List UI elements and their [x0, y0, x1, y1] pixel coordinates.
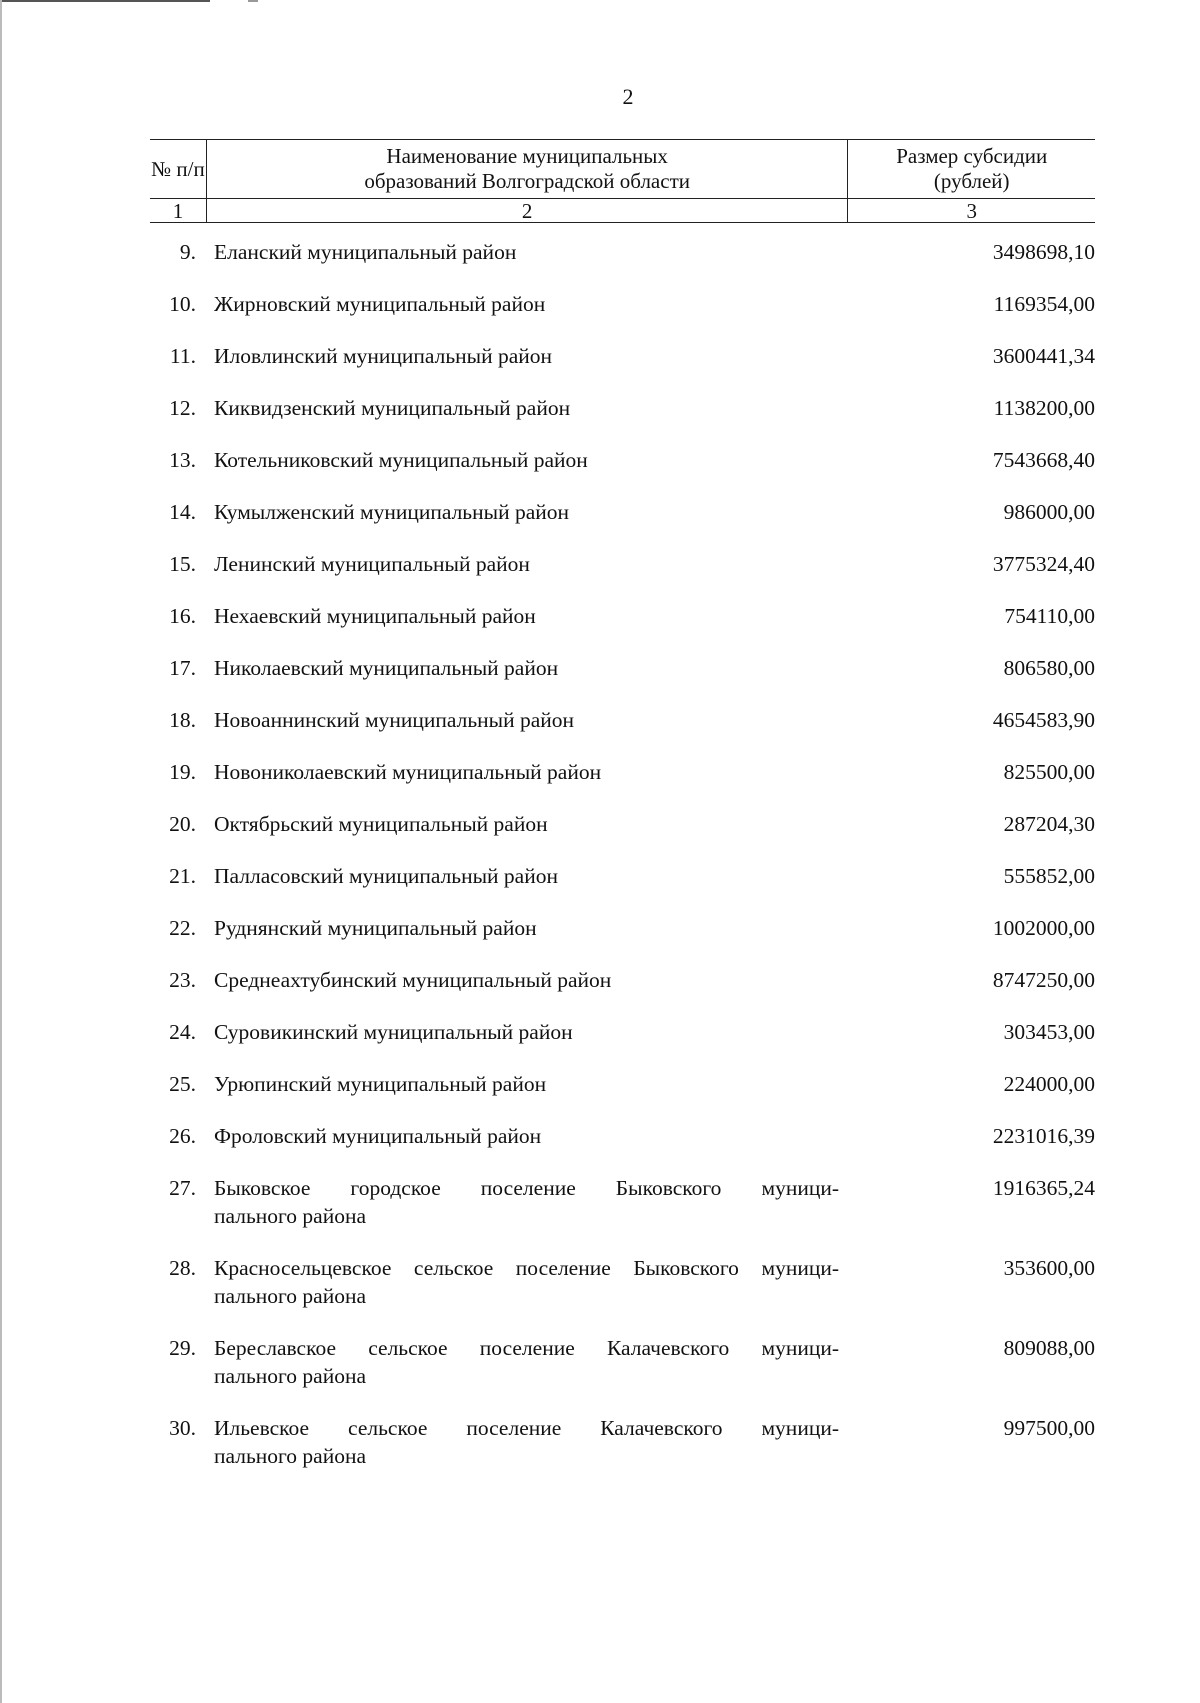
row-name: Среднеахтубинский муниципальный район	[214, 968, 612, 992]
table-row	[150, 290, 1095, 342]
row-name	[214, 1174, 839, 1230]
header-number-3: 3	[848, 199, 1095, 223]
row-name	[214, 1334, 839, 1390]
row-number: 14.	[169, 500, 196, 524]
row-number: 18.	[169, 708, 196, 732]
table-row	[150, 706, 1095, 758]
table-row	[150, 342, 1095, 394]
table-body	[150, 238, 1095, 1494]
row-amount: 3775324,40	[992, 552, 1095, 576]
table-row	[150, 758, 1095, 810]
row-name-line1: Быковское городское поселение Быковского муници-	[214, 1176, 839, 1200]
table-row	[150, 446, 1095, 498]
header-col-name	[206, 140, 848, 199]
row-name: Котельниковский муниципальный район	[214, 448, 588, 472]
row-name: Новоаннинский муниципальный район	[214, 708, 575, 732]
row-name	[214, 1254, 839, 1310]
table-header	[150, 139, 1095, 223]
row-number: 24.	[169, 1020, 196, 1044]
row-name: Нехаевский муниципальный район	[214, 604, 536, 628]
row-name-line1: Береславское сельское поселение Калачевского муници-	[214, 1336, 839, 1360]
row-number: 30.	[169, 1416, 196, 1440]
row-amount: 1138200,00	[993, 396, 1095, 420]
header-col-amount	[848, 140, 1095, 199]
row-name: Новониколаевский муниципальный район	[214, 760, 602, 784]
row-name-line2: пального района	[214, 1444, 367, 1468]
row-name: Еланский муниципальный район	[214, 240, 517, 264]
row-number: 23.	[169, 968, 196, 992]
row-amount: 809088,00	[1003, 1336, 1095, 1360]
row-number: 20.	[169, 812, 196, 836]
scan-edge	[0, 0, 210, 2]
row-number: 28.	[169, 1256, 196, 1280]
row-amount: 4654583,90	[992, 708, 1095, 732]
row-amount: 2231016,39	[992, 1124, 1095, 1148]
row-amount: 986000,00	[1003, 500, 1095, 524]
row-amount: 3498698,10	[992, 240, 1095, 264]
table-row	[150, 550, 1095, 602]
table-row	[150, 1174, 1095, 1254]
table-row	[150, 394, 1095, 446]
row-number: 21.	[169, 864, 196, 888]
table-row	[150, 1122, 1095, 1174]
row-number: 13.	[169, 448, 196, 472]
row-amount: 3600441,34	[992, 344, 1095, 368]
row-number: 19.	[169, 760, 196, 784]
row-amount: 8747250,00	[992, 968, 1095, 992]
row-amount: 224000,00	[1003, 1072, 1095, 1096]
row-amount: 303453,00	[1003, 1020, 1095, 1044]
row-number: 12.	[169, 396, 196, 420]
table-row	[150, 1334, 1095, 1414]
row-amount: 287204,30	[1003, 812, 1095, 836]
row-number: 11.	[169, 344, 196, 368]
header-number-1: 1	[150, 199, 206, 223]
table-row	[150, 654, 1095, 706]
table-row	[150, 1070, 1095, 1122]
row-name-line2: пального района	[214, 1364, 367, 1388]
row-amount: 353600,00	[1003, 1256, 1095, 1280]
table-row	[150, 602, 1095, 654]
row-name: Николаевский муниципальный район	[214, 656, 559, 680]
row-amount: 555852,00	[1003, 864, 1095, 888]
scan-edge	[0, 0, 2, 1703]
row-amount: 997500,00	[1003, 1416, 1095, 1440]
row-name: Руднянский муниципальный район	[214, 916, 537, 940]
table-row	[150, 966, 1095, 1018]
row-number: 26.	[169, 1124, 196, 1148]
row-name-line1: Ильевское сельское поселение Калачевского муници-	[214, 1416, 839, 1440]
row-amount: 1002000,00	[992, 916, 1095, 940]
row-amount: 825500,00	[1003, 760, 1095, 784]
row-name-line2: пального района	[214, 1284, 367, 1308]
row-name: Урюпинский муниципальный район	[214, 1072, 547, 1096]
table-row	[150, 1254, 1095, 1334]
header-col-number: № п/п	[150, 140, 206, 199]
row-name: Жирновский муниципальный район	[214, 292, 546, 316]
scan-edge	[248, 0, 258, 2]
row-number: 29.	[169, 1336, 196, 1360]
row-name: Киквидзенский муниципальный район	[214, 396, 571, 420]
table-row	[150, 238, 1095, 290]
header-col-amount-line1: Размер субсидии	[896, 144, 1048, 168]
page-number: 2	[622, 84, 634, 109]
row-amount: 806580,00	[1003, 656, 1095, 680]
table-row	[150, 914, 1095, 966]
row-number: 17.	[169, 656, 196, 680]
row-name: Палласовский муниципальный район	[214, 864, 558, 888]
row-number: 22.	[169, 916, 196, 940]
row-number: 27.	[169, 1176, 196, 1200]
row-amount: 1916365,24	[992, 1176, 1095, 1200]
header-number-2: 2	[206, 199, 848, 223]
row-name: Фроловский муниципальный район	[214, 1124, 542, 1148]
header-col-amount-line2: (рублей)	[933, 169, 1010, 193]
row-name: Кумылженский муниципальный район	[214, 500, 570, 524]
table-row	[150, 1414, 1095, 1494]
header-col-name-line1: Наименование муниципальных	[386, 144, 668, 168]
row-number: 16.	[169, 604, 196, 628]
table-row	[150, 810, 1095, 862]
row-number: 15.	[169, 552, 196, 576]
row-name: Октябрьский муниципальный район	[214, 812, 548, 836]
row-name	[214, 1414, 839, 1470]
row-amount: 7543668,40	[992, 448, 1095, 472]
row-name-line1: Красносельцевское сельское поселение Быковского муници-	[214, 1256, 839, 1280]
row-number: 10.	[169, 292, 196, 316]
row-name: Иловлинский муниципальный район	[214, 344, 553, 368]
table-row	[150, 1018, 1095, 1070]
row-number: 9.	[179, 240, 196, 264]
row-amount: 1169354,00	[993, 292, 1095, 316]
row-amount: 754110,00	[1004, 604, 1095, 628]
row-name: Суровикинский муниципальный район	[214, 1020, 573, 1044]
table-row	[150, 862, 1095, 914]
row-name-line2: пального района	[214, 1204, 367, 1228]
row-number: 25.	[169, 1072, 196, 1096]
header-col-name-line2: образований Волгоградской области	[364, 169, 690, 193]
table-row	[150, 498, 1095, 550]
row-name: Ленинский муниципальный район	[214, 552, 530, 576]
